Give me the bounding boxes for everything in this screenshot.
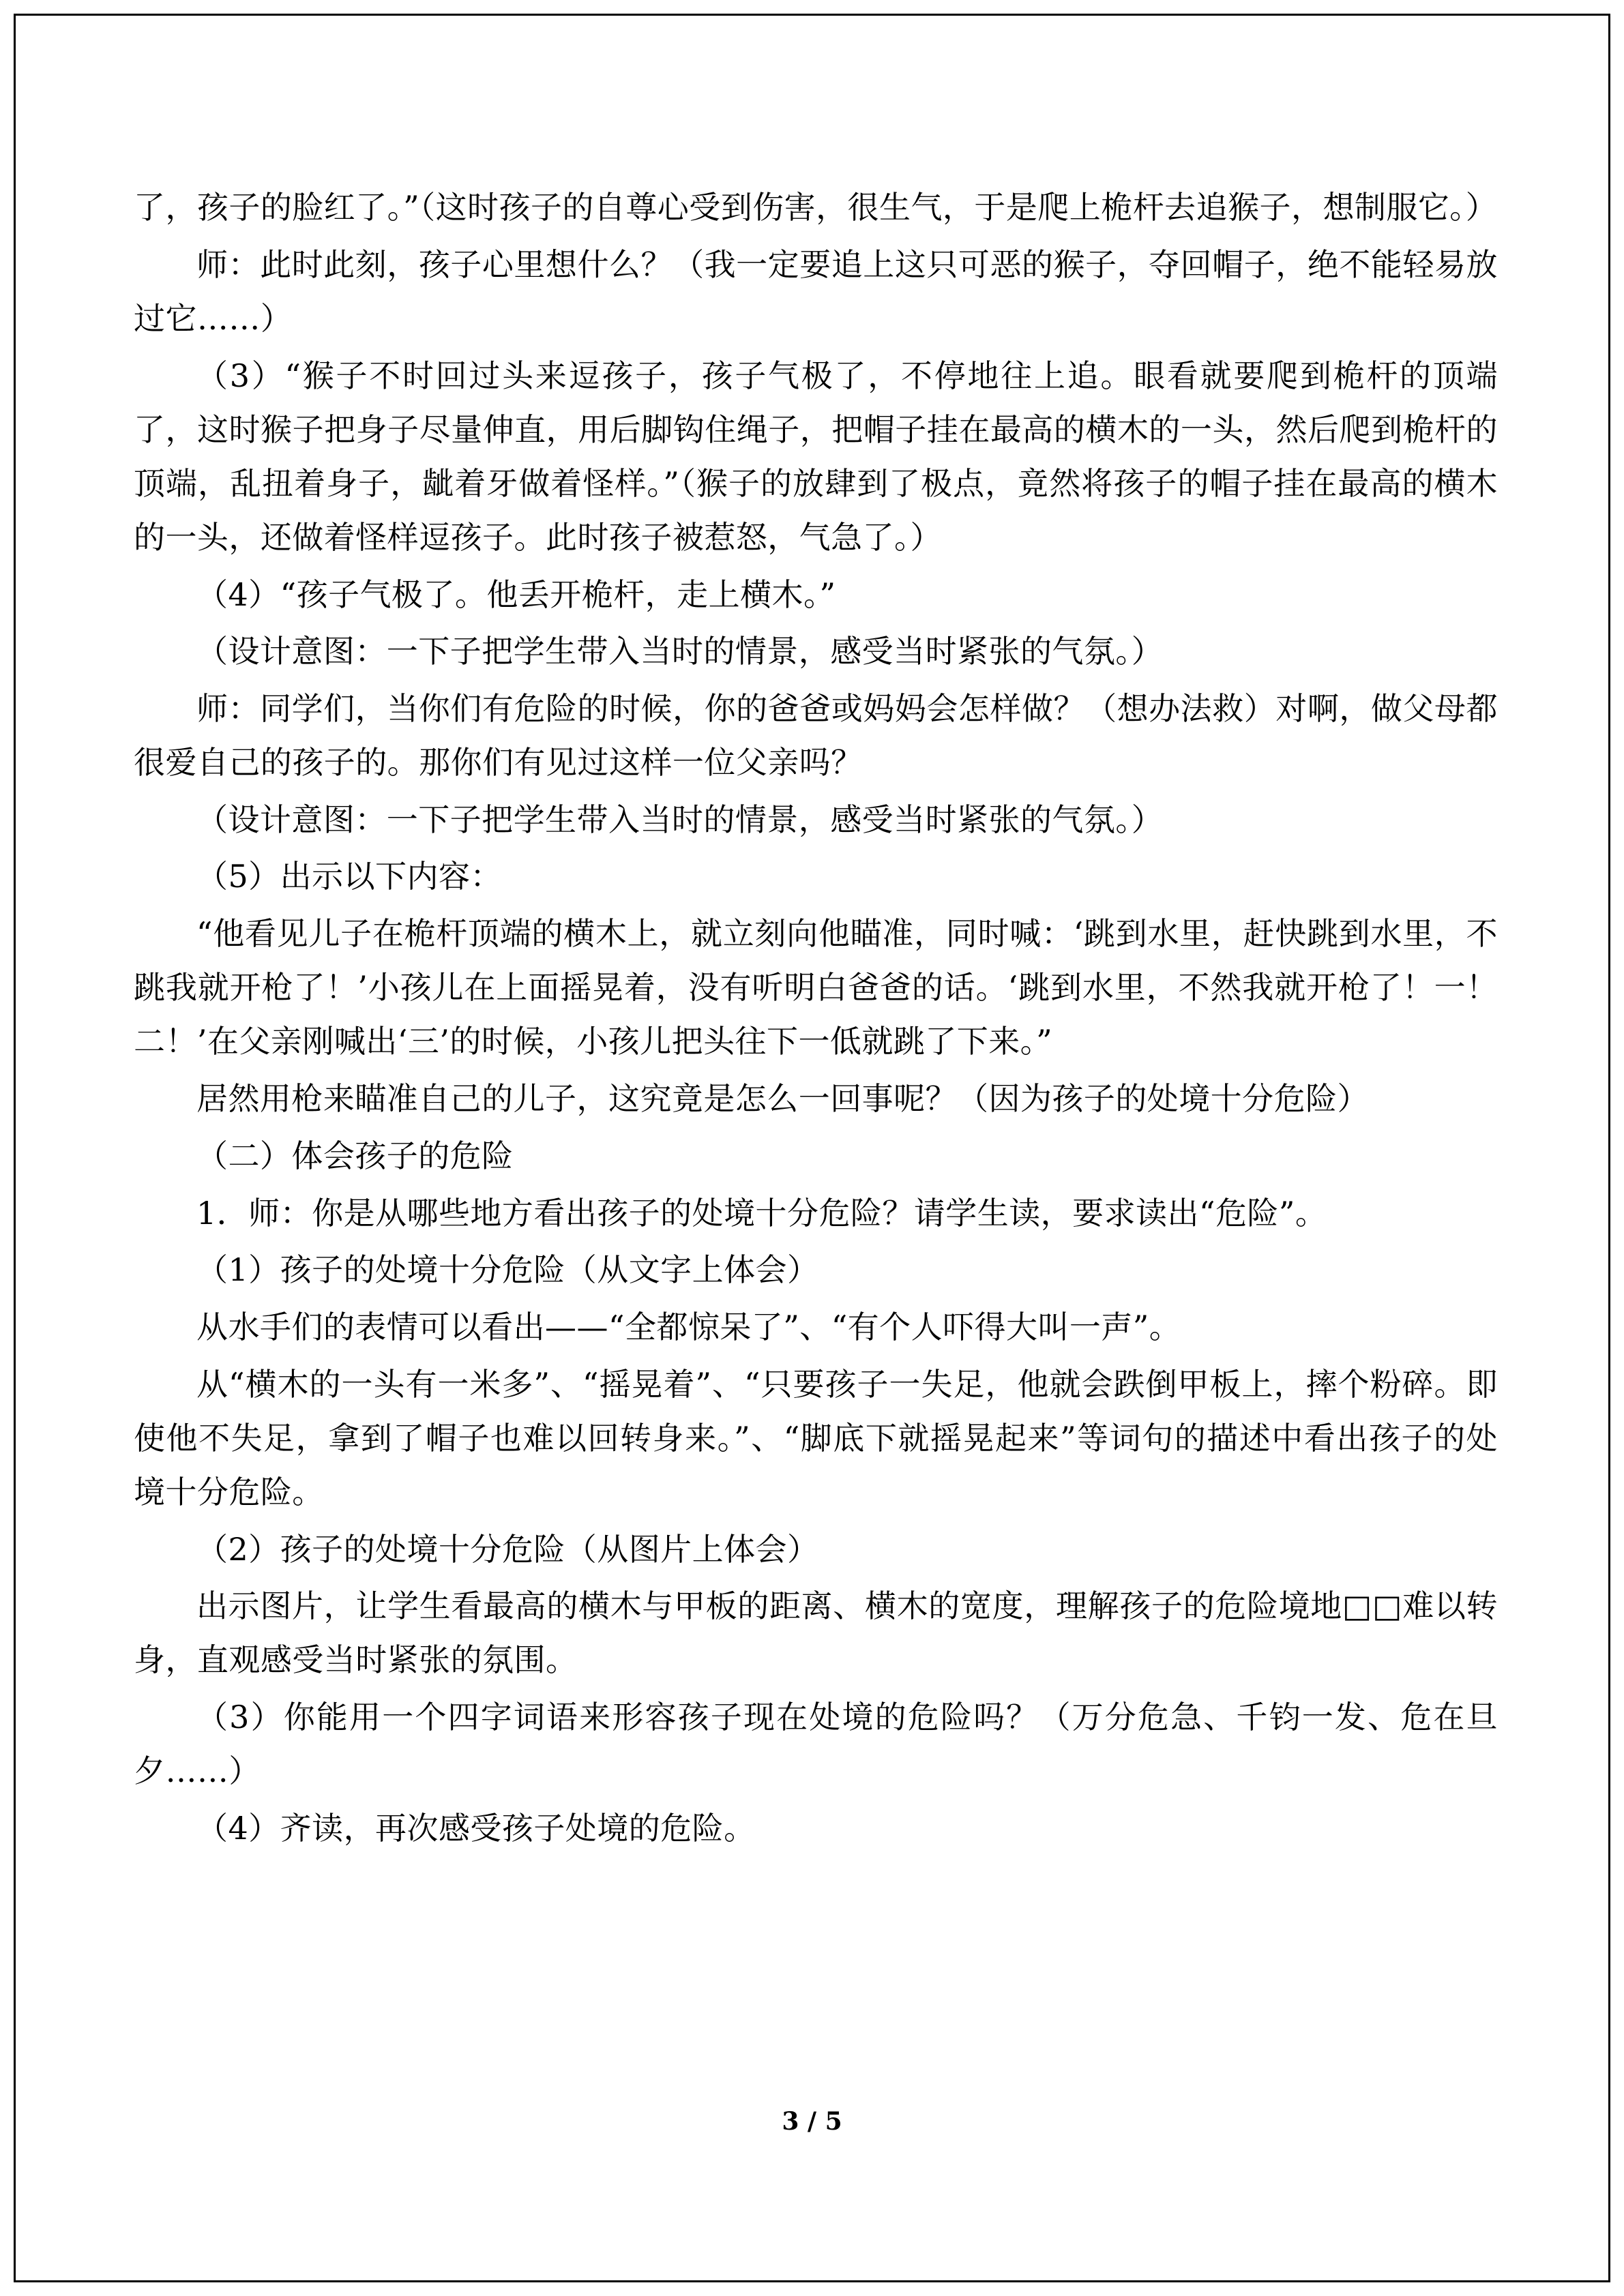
paragraph: （4）齐读，再次感受孩子处境的危险。 xyxy=(196,1809,756,1847)
paragraph: 出示图片，让学生看最高的横木与甲板的距离、横木的宽度，理解孩子的危险境地□□难以转身，直观感受当时紧张的氛围。 xyxy=(134,1587,1498,1679)
document-body xyxy=(134,181,1498,1859)
paragraph: （2）孩子的处境十分危险（从图片上体会） xyxy=(196,1530,819,1568)
paragraph: 师：此时此刻，孩子心里想什么？（我一定要追上这只可恶的猴子，夺回帽子，绝不能轻易放过它……） xyxy=(134,245,1498,337)
paragraph: （3）“猴子不时回过头来逗孩子，孩子气极了，不停地往上追。眼看就要爬到桅杆的顶端了，这时猴子把身子尽量伸直，用后脚钩住绳子，把帽子挂在最高的横木的一头，然后爬到桅杆的顶端，乱扭着身子，龇着牙做着怪样。”（猴子的放肆到了极点，竟然将孩子的帽子挂在最高的横木的一头，还做着怪样逗孩子。此时孩子被惹怒，气急了。） xyxy=(134,357,1498,556)
paragraph: 了，孩子的脸红了。”（这时孩子的自尊心受到伤害，很生气，于是爬上桅杆去追猴子，想制服它。） xyxy=(134,189,1498,226)
paragraph: （4）“孩子气极了。他丢开桅杆，走上横木。” xyxy=(196,576,836,613)
page-number: 3 / 5 xyxy=(782,2107,842,2136)
paragraph: （二）体会孩子的危险 xyxy=(196,1137,514,1174)
paragraph: （设计意图：一下子把学生带入当时的情景，感受当时紧张的气氛。） xyxy=(196,801,1164,838)
paragraph: 1．师：你是从哪些地方看出孩子的处境十分危险？请学生读，要求读出“危险”。 xyxy=(196,1194,1327,1232)
paragraph: 师：同学们，当你们有危险的时候，你的爸爸或妈妈会怎样做？（想办法救）对啊，做父母都很爱自己的孩子的。那你们有见过这样一位父亲吗？ xyxy=(134,689,1498,781)
paragraph: （设计意图：一下子把学生带入当时的情景，感受当时紧张的气氛。） xyxy=(196,633,1164,670)
paragraph: “他看见儿子在桅杆顶端的横木上，就立刻向他瞄准，同时喊：‘跳到水里，赶快跳到水里，不跳我就开枪了！’小孩儿在上面摇晃着，没有听明白爸爸的话。‘跳到水里，不然我就开枪了！一！二！’在父亲刚喊出‘三’的时候，小孩儿把头往下一低就跳了下来。” xyxy=(134,915,1498,1060)
paragraph: （5）出示以下内容： xyxy=(196,858,502,895)
paragraph: 从水手们的表情可以看出——“全都惊呆了”、“有个人吓得大叫一声”。 xyxy=(196,1308,1181,1345)
paragraph: （1）孩子的处境十分危险（从文字上体会） xyxy=(196,1251,819,1289)
paragraph: 从“横木的一头有一米多”、“摇晃着”、“只要孩子一失足，他就会跌倒甲板上，摔个粉碎。即使他不失足，拿到了帽子也难以回转身来。”、“脚底下就摇晃起来”等词句的描述中看出孩子的处境十分危险。 xyxy=(134,1365,1498,1510)
paragraph: 居然用枪来瞄准自己的儿子，这究竟是怎么一回事呢？（因为孩子的处境十分危险） xyxy=(196,1080,1370,1118)
paragraph: （3）你能用一个四字词语来形容孩子现在处境的危险吗？（万分危急、千钧一发、危在旦夕……） xyxy=(134,1699,1498,1790)
